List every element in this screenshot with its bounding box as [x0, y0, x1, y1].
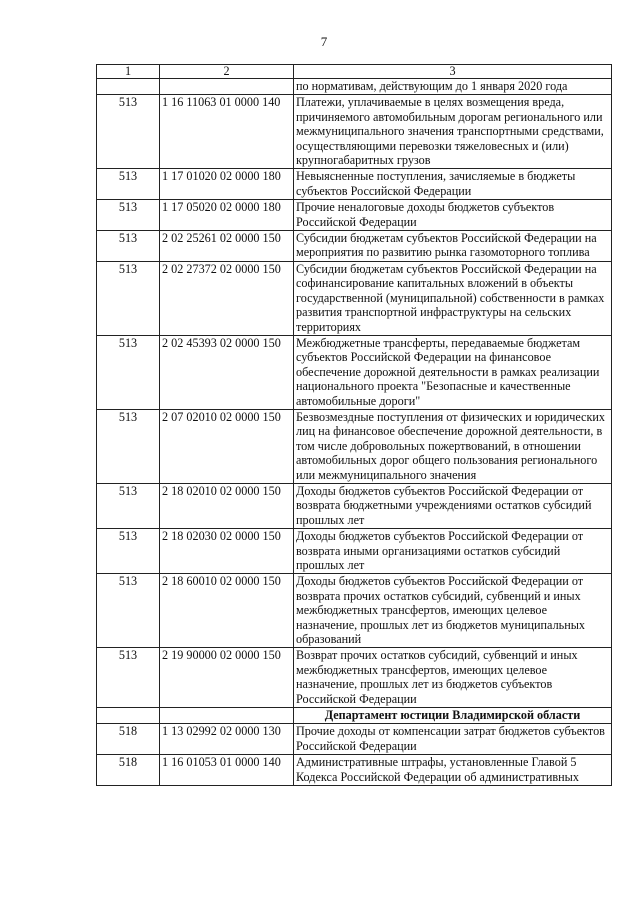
table-body: [97, 65, 612, 786]
description-cell: Безвозмездные поступления от физических и юридических лиц на финансовое обеспечение дорожной деятельности, в том числе добровольных пожертвований, в отношении автомобильных дорог общего пользования регионального или межмуниципального значения: [294, 409, 612, 483]
table-row: [97, 724, 612, 755]
admin-code-cell: 513: [97, 648, 160, 708]
table-row: [97, 200, 612, 231]
admin-code-cell: 513: [97, 200, 160, 231]
admin-code-cell: 513: [97, 95, 160, 169]
table-row: [97, 755, 612, 786]
admin-code-cell: 518: [97, 724, 160, 755]
budget-code-cell: 1 13 02992 02 0000 130: [160, 724, 294, 755]
budget-code-cell: 1 16 01053 01 0000 140: [160, 755, 294, 786]
header-col-3: 3: [294, 65, 612, 79]
admin-code-cell: 513: [97, 529, 160, 574]
admin-code-cell: 513: [97, 335, 160, 409]
department-heading: Департамент юстиции Владимирской области: [294, 708, 612, 724]
table-row: [97, 95, 612, 169]
budget-code-cell: 2 02 25261 02 0000 150: [160, 231, 294, 262]
table-header-row: [97, 65, 612, 79]
description-cell: Субсидии бюджетам субъектов Российской Федерации на мероприятия по развитию рынка газомоторного топлива: [294, 231, 612, 262]
description-cell: Невыясненные поступления, зачисляемые в бюджеты субъектов Российской Федерации: [294, 169, 612, 200]
description-cell: Субсидии бюджетам субъектов Российской Федерации на софинансирование капитальных вложений в объекты государственной (муниципальной) собственности в рамках развития транспортной инфраструктуры на сельских территориях: [294, 261, 612, 335]
table-row: [97, 529, 612, 574]
revenue-codes-table: [96, 64, 612, 786]
description-cell: Доходы бюджетов субъектов Российской Федерации от возврата иными организациями остатков субсидий прошлых лет: [294, 529, 612, 574]
budget-code-cell: 2 19 90000 02 0000 150: [160, 648, 294, 708]
department-empty-cell: [160, 708, 294, 724]
budget-code-cell: 2 18 02010 02 0000 150: [160, 483, 294, 528]
continuation-empty-cell: [97, 79, 160, 95]
budget-code-cell: 1 17 01020 02 0000 180: [160, 169, 294, 200]
description-cell: Прочие доходы от компенсации затрат бюджетов субъектов Российской Федерации: [294, 724, 612, 755]
table-row: [97, 574, 612, 648]
description-cell: Административные штрафы, установленные Главой 5 Кодекса Российской Федерации об административных: [294, 755, 612, 786]
admin-code-cell: 513: [97, 409, 160, 483]
description-cell: Платежи, уплачиваемые в целях возмещения вреда, причиняемого автомобильным дорогам регионального или межмуниципального значения транспортными средствами, осуществляющими перевозки тяжеловесных и (или) крупногабаритных грузов: [294, 95, 612, 169]
header-col-1: 1: [97, 65, 160, 79]
description-cell: Доходы бюджетов субъектов Российской Федерации от возврата прочих остатков субсидий, субвенций и иных межбюджетных трансфертов, имеющих целевое назначение, прошлых лет из бюджетов муниципальных образований: [294, 574, 612, 648]
continuation-empty-cell: [160, 79, 294, 95]
description-cell: Возврат прочих остатков субсидий, субвенций и иных межбюджетных трансфертов, имеющих целевое назначение, прошлых лет из бюджетов субъектов Российской Федерации: [294, 648, 612, 708]
description-cell: Доходы бюджетов субъектов Российской Федерации от возврата бюджетными учреждениями остатков субсидий прошлых лет: [294, 483, 612, 528]
description-cell: Прочие неналоговые доходы бюджетов субъектов Российской Федерации: [294, 200, 612, 231]
page-number: 7: [320, 34, 328, 49]
table-row: [97, 261, 612, 335]
admin-code-cell: 513: [97, 261, 160, 335]
continuation-text: по нормативам, действующим до 1 января 2020 года: [294, 79, 612, 95]
admin-code-cell: 513: [97, 169, 160, 200]
budget-code-cell: 2 02 45393 02 0000 150: [160, 335, 294, 409]
budget-code-cell: 1 16 11063 01 0000 140: [160, 95, 294, 169]
admin-code-cell: 518: [97, 755, 160, 786]
admin-code-cell: 513: [97, 231, 160, 262]
table-row: [97, 335, 612, 409]
budget-code-cell: 2 18 02030 02 0000 150: [160, 529, 294, 574]
table-row: [97, 648, 612, 708]
admin-code-cell: 513: [97, 483, 160, 528]
table-row: [97, 231, 612, 262]
department-empty-cell: [97, 708, 160, 724]
budget-code-cell: 1 17 05020 02 0000 180: [160, 200, 294, 231]
table-row: [97, 409, 612, 483]
table-row: [97, 483, 612, 528]
budget-code-cell: 2 02 27372 02 0000 150: [160, 261, 294, 335]
header-col-2: 2: [160, 65, 294, 79]
budget-code-cell: 2 07 02010 02 0000 150: [160, 409, 294, 483]
budget-code-cell: 2 18 60010 02 0000 150: [160, 574, 294, 648]
continuation-row: [97, 79, 612, 95]
admin-code-cell: 513: [97, 574, 160, 648]
description-cell: Межбюджетные трансферты, передаваемые бюджетам субъектов Российской Федерации на финансовое обеспечение дорожной деятельности в рамках реализации национального проекта "Безопасные и качественные автомобильные дороги": [294, 335, 612, 409]
department-row: [97, 708, 612, 724]
table-row: [97, 169, 612, 200]
